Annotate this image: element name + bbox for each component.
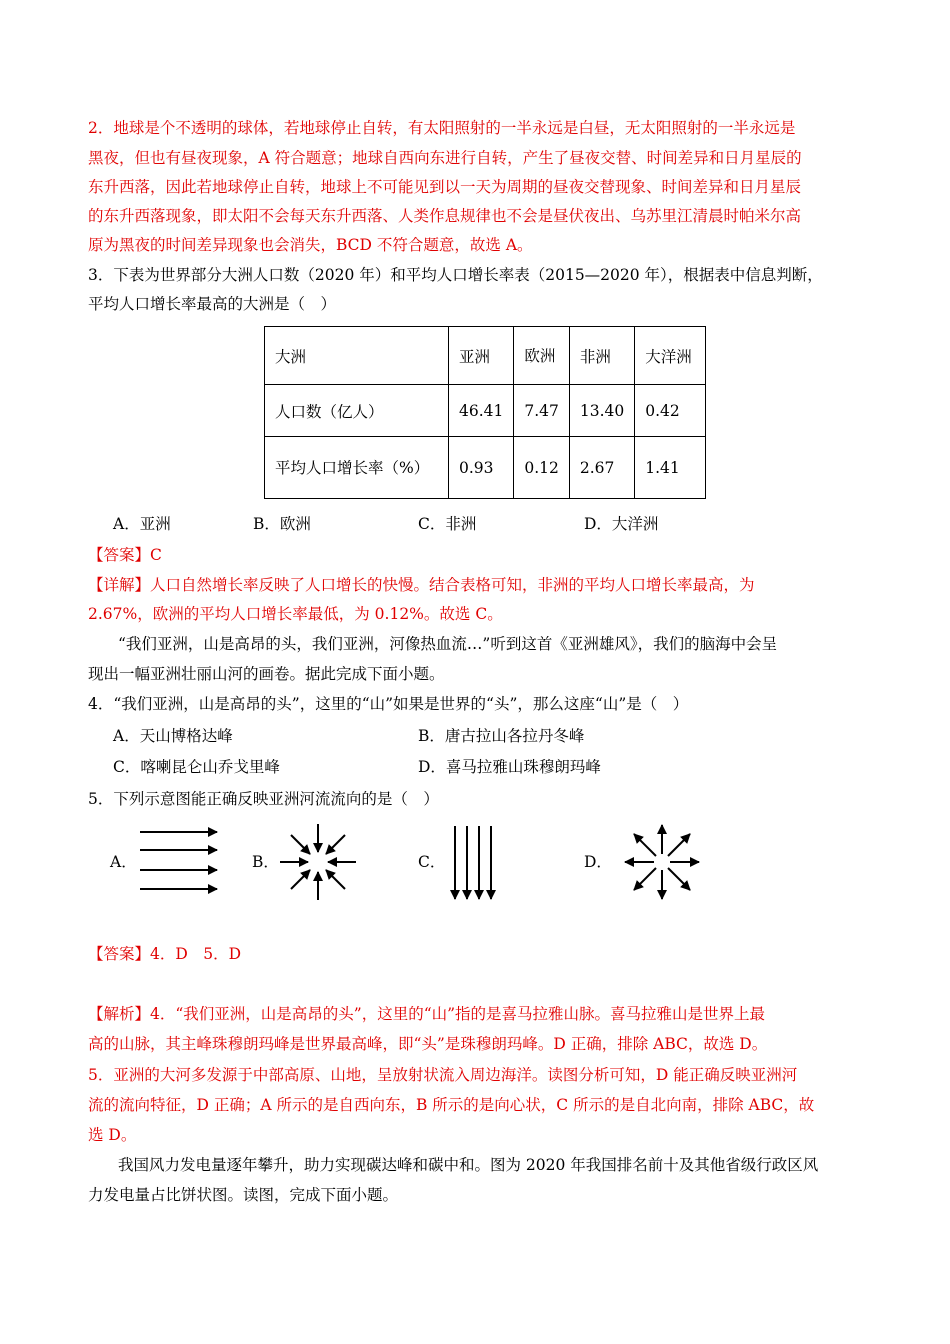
table-cell: 大洲 [265,327,449,385]
q5-option-c-label: C． [418,853,446,871]
table-cell: 1.41 [635,437,706,499]
table-cell: 非洲 [569,327,634,385]
analysis-line: 高的山脉，其主峰珠穆朗玛峰是世界最高峰，即“头”是珠穆朗玛峰。D 正确，排除 ABC，故选 D。 [88,1035,768,1053]
q2-explanation-line: 原为黑夜的时间差异现象也会消失，BCD 不符合题意，故选 A。 [88,236,533,254]
q3-detail-line: 【详解】人口自然增长率反映了人口增长的快慢。结合表格可知，非洲的平均人口增长率最高，为 [88,576,755,594]
diagram-c-north-to-south-arrows [448,823,498,903]
table-cell: 2.67 [569,437,634,499]
next-intro-line: 力发电量占比饼状图。读图，完成下面小题。 [88,1186,399,1204]
analysis-line: 【解析】4．“我们亚洲，山是高昂的头”，这里的“山”指的是喜马拉雅山脉。喜马拉雅山是世界上最 [88,1005,766,1023]
table-cell: 亚洲 [449,327,514,385]
table-cell: 欧洲 [514,327,570,385]
table-cell: 大洋洲 [635,327,706,385]
table-cell: 平均人口增长率（%） [265,437,449,499]
q4-option-d: D．喜马拉雅山珠穆朗玛峰 [418,758,601,776]
table-header-row [265,327,706,385]
q5-stem: 5．下列示意图能正确反映亚洲河流流向的是（ ） [88,790,439,808]
analysis-line: 选 D。 [88,1126,137,1144]
table-cell: 7.47 [514,385,570,437]
table-cell: 人口数（亿人） [265,385,449,437]
table-cell: 0.42 [635,385,706,437]
q2-explanation-line: 东升西落，因此若地球停止自转，地球上不可能见到以一天为周期的昼夜交替现象、时间差异和日月星辰 [88,178,802,196]
intro-line: 现出一幅亚洲壮丽山河的画卷。据此完成下面小题。 [88,665,445,683]
q2-explanation-line: 2．地球是个不透明的球体，若地球停止自转，有太阳照射的一半永远是白昼，无太阳照射的一半永远是 [88,119,796,137]
q5-option-a-label: A． [110,853,137,871]
q2-explanation-line: 黑夜，但也有昼夜现象，A 符合题意；地球自西向东进行自转，产生了昼夜交替、时间差异和日月星辰的 [88,149,802,167]
table-cell: 0.12 [514,437,570,499]
q3-answer: 【答案】C [88,546,162,564]
population-table [264,326,706,499]
q4-option-b: B．唐古拉山各拉丹冬峰 [418,727,585,745]
q5-option-b-label: B． [252,853,279,871]
q3-option-a: A．亚洲 [113,515,171,533]
table-row [265,385,706,437]
q3-detail-line: 2.67%，欧洲的平均人口增长率最低，为 0.12%。故选 C。 [88,605,503,623]
q4-option-a: A．天山博格达峰 [113,727,233,745]
q2-explanation-line: 的东升西落现象，即太阳不会每天东升西落、人类作息规律也不会是昼伏夜出、乌苏里江清晨时帕米尔高 [88,207,802,225]
q3-option-d: D．大洋洲 [584,515,659,533]
analysis-line: 流的流向特征，D 正确；A 所示的是自西向东，B 所示的是向心状，C 所示的是自北向南，排除 ABC，故 [88,1096,815,1114]
intro-line: “我们亚洲，山是高昂的头，我们亚洲，河像热血流…”听到这首《亚洲雄风》，我们的脑海中会呈 [118,635,778,653]
q3-stem-line: 3．下表为世界部分大洲人口数（2020 年）和平均人口增长率表（2015—2020 年），根据表中信息判断， [88,266,823,284]
table-cell: 0.93 [449,437,514,499]
table-cell: 13.40 [569,385,634,437]
q4-stem: 4．“我们亚洲，山是高昂的头”，这里的“山”如果是世界的“头”，那么这座“山”是（ ） [88,695,689,713]
diagram-d-radial-arrows [622,822,702,902]
q3-option-c: C．非洲 [418,515,477,533]
q3-stem-line: 平均人口增长率最高的大洲是（ ） [88,295,337,313]
table-row [265,437,706,499]
next-intro-line: 我国风力发电量逐年攀升，助力实现碳达峰和碳中和。图为 2020 年我国排名前十及其他省级行政区风 [118,1156,819,1174]
diagram-a-west-to-east-arrows [135,820,225,900]
answer-45: 【答案】4．D 5．D [88,945,242,963]
q5-option-d-label: D． [584,853,612,871]
q3-option-b: B．欧洲 [253,515,311,533]
table-cell: 46.41 [449,385,514,437]
diagram-b-centripetal-arrows [278,822,358,902]
analysis-line: 5．亚洲的大河多发源于中部高原、山地，呈放射状流入周边海洋。读图分析可知，D 能正确反映亚洲河 [88,1066,798,1084]
q4-option-c: C．喀喇昆仑山乔戈里峰 [113,758,280,776]
